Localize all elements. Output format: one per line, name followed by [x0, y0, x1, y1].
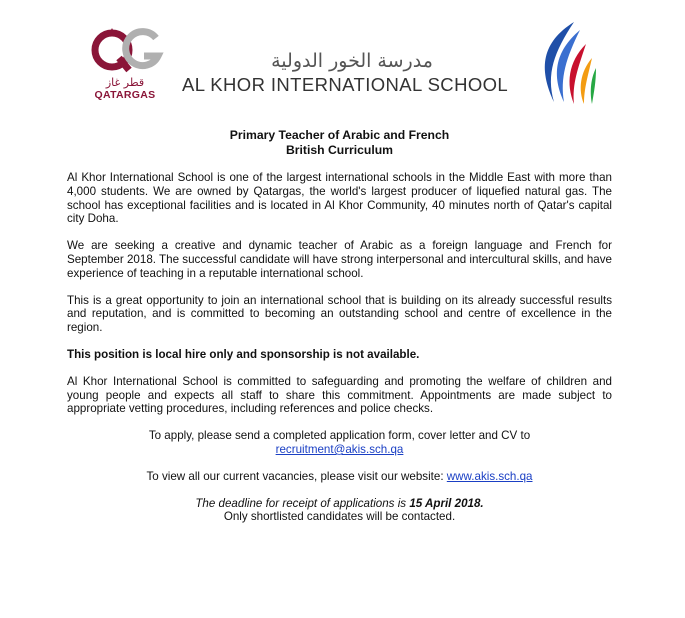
school-name-arabic: مدرسة الخور الدولية	[271, 50, 433, 72]
apply-text: To apply, please send a completed application form, cover letter and CV to	[148, 429, 531, 443]
vacancies-text: To view all our current vacancies, please visit our website:	[146, 469, 444, 483]
position-paragraph: We are seeking a creative and dynamic teacher of Arabic as a foreign language and French for September 2018. The successful candidate will have strong interpersonal and intercultural skills, and have experience of teaching in a reputable international school.	[67, 239, 612, 280]
school-website-link[interactable]: www.akis.sch.qa	[446, 469, 533, 483]
job-advert	[67, 124, 612, 537]
apply-instructions	[67, 429, 612, 457]
qatargas-arabic-name: قطر غاز	[105, 76, 145, 89]
deadline-date: 15 April 2018.	[409, 496, 484, 510]
job-title-line-1: Primary Teacher of Arabic and French	[229, 128, 450, 142]
deadline-block	[67, 497, 612, 525]
qatargas-english-name: QATARGAS	[94, 89, 156, 101]
opportunity-paragraph: This is a great opportunity to join an international school that is building on its already successful results and reputation, and is committed to becoming an outstanding school and centre of excellence in the region.	[67, 293, 612, 335]
deadline-text: The deadline for receipt of applications is	[195, 496, 407, 510]
local-hire-notice: This position is local hire only and sponsorship is not available.	[67, 347, 420, 361]
vacancies-line	[67, 470, 612, 484]
job-title-line-2: British Curriculum	[286, 142, 393, 157]
job-title	[67, 128, 612, 157]
school-flame-logo	[534, 18, 604, 108]
flame-emblem-icon	[534, 18, 604, 108]
recruitment-email-link[interactable]: recruitment@akis.sch.qa	[275, 442, 404, 456]
school-intro-paragraph: Al Khor International School is one of the largest international schools in the Middle East with more than 4,000 students. We are owned by Qatargas, the world's largest producer of liquefied natural gas. The school has exceptional facilities and is located in Al Khor Community, 40 minutes north of Qatar's capital city Doha.	[67, 171, 612, 226]
letterhead	[0, 0, 685, 120]
qatargas-logo	[86, 26, 166, 104]
safeguarding-paragraph: Al Khor International School is committed to safeguarding and promoting the welfare of children and young people and expects all staff to share this commitment. Appointments are made subject to appropriate vetting procedures, including references and police checks.	[67, 374, 612, 416]
school-name-english: AL KHOR INTERNATIONAL SCHOOL	[182, 74, 509, 95]
qatargas-emblem-icon	[86, 26, 164, 76]
shortlist-text: Only shortlisted candidates will be contacted.	[223, 510, 456, 524]
